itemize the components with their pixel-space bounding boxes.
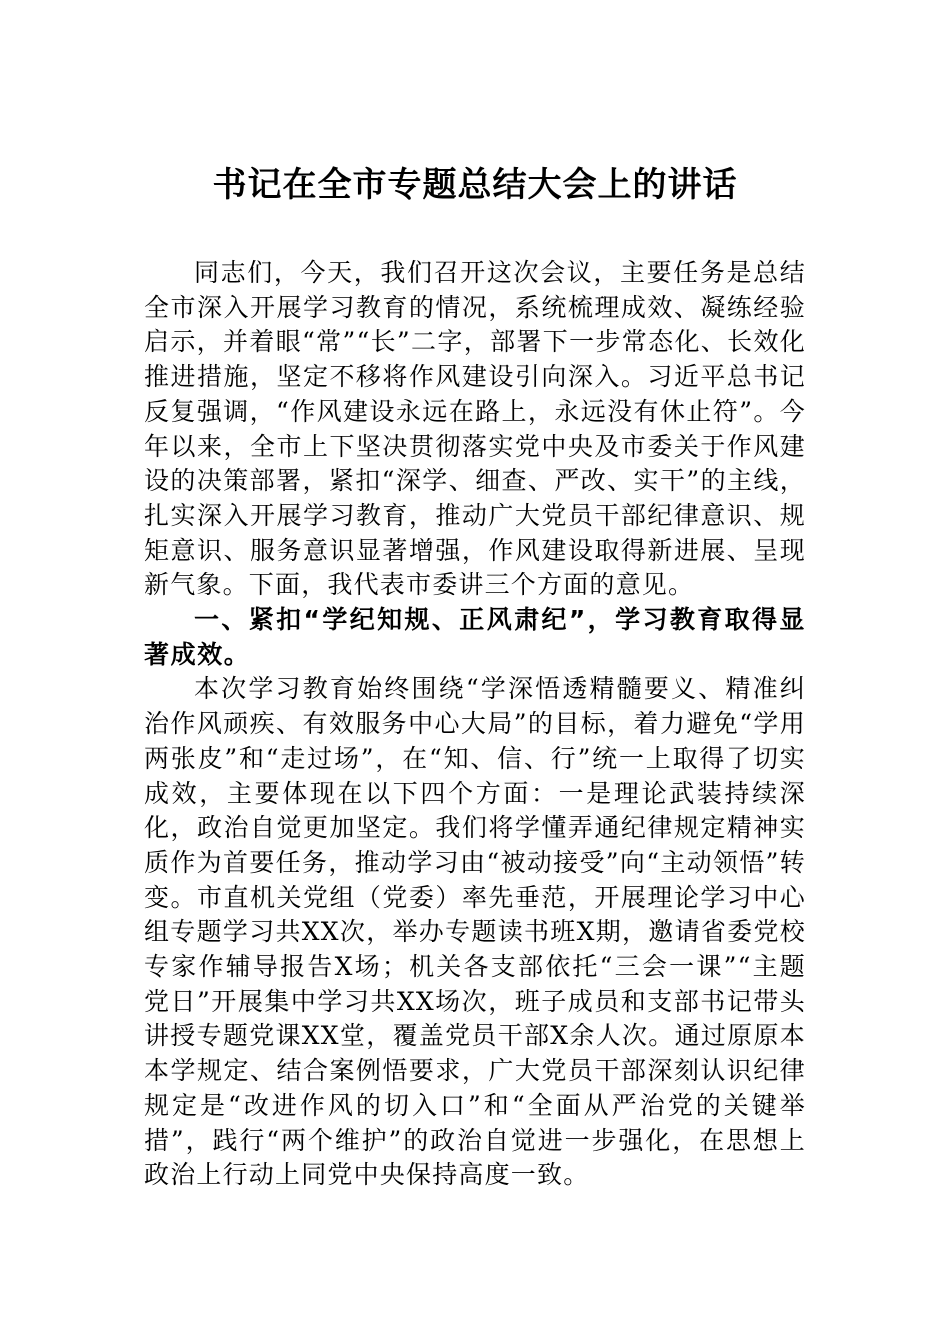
- document-title: 书记在全市专题总结大会上的讲话: [212, 165, 738, 205]
- section-heading-1: 一、紧扣“学纪知规、正风肃纪”，学习教育取得显著成效。: [144, 605, 806, 669]
- document-body: [144, 256, 806, 1193]
- paragraph-section-1: 本次学习教育始终围绕“学深悟透精髓要义、精准纠治作风顽疾、有效服务中心大局”的目标，着力避免“学用两张皮”和“走过场”，在“知、信、行”统一上取得了切实成效，主要体现在以下四个方面：一是理论武装持续深化，政治自觉更加坚定。我们将学懂弄通纪律规定精神实质作为首要任务，推动学习由“被动接受”向“主动领悟”转变。市直机关党组（党委）率先垂范，开展理论学习中心组专题学习共XX次，举办专题读书班X期，邀请省委党校专家作辅导报告X场；机关各支部依托“三会一课”“主题党日”开展集中学习共XX场次，班子成员和支部书记带头讲授专题党课XX堂，覆盖党员干部X余人次。通过原原本本学规定、结合案例悟要求，广大党员干部深刻认识纪律规定是“改进作风的切入口”和“全面从严治党的关键举措”，践行“两个维护”的政治自觉进一步强化，在思想上政治上行动上同党中央保持高度一致。: [144, 674, 806, 1190]
- paragraph-intro: 同志们，今天，我们召开这次会议，主要任务是总结全市深入开展学习教育的情况，系统梳理成效、凝练经验启示，并着眼“常”“长”二字，部署下一步常态化、长效化推进措施，坚定不移将作风建设引向深入。习近平总书记反复强调，“作风建设永远在路上，永远没有休止符”。今年以来，全市上下坚决贯彻落实党中央及市委关于作风建设的决策部署，紧扣“深学、细查、严改、实干”的主线，扎实深入开展学习教育，推动广大党员干部纪律意识、规矩意识、服务意识显著增强，作风建设取得新进展、呈现新气象。下面，我代表市委讲三个方面的意见。: [144, 258, 806, 600]
